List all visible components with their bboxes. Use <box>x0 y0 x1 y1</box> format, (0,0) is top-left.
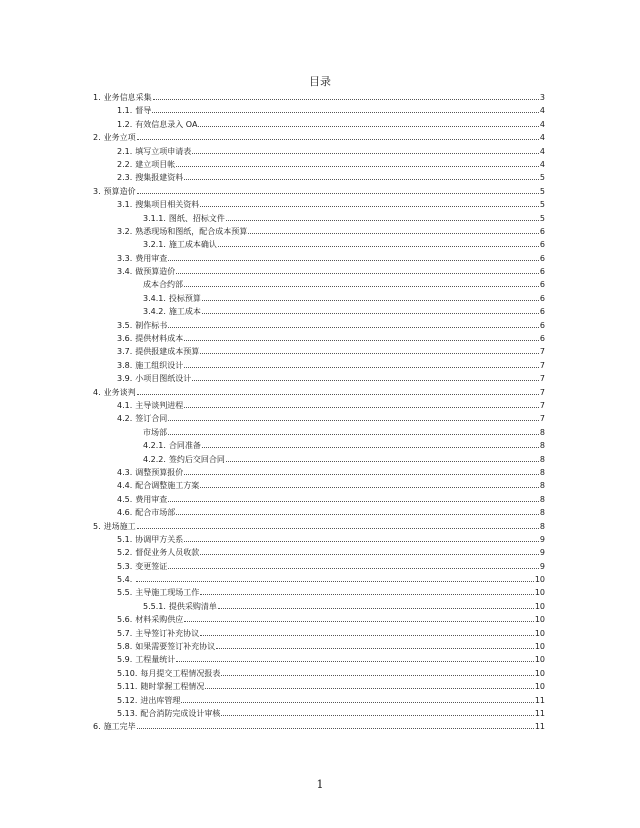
toc-entry-text: 如果需要签订补充协议 <box>135 642 216 652</box>
dot-leader <box>176 660 534 662</box>
toc-entry-text: 业务立项 <box>103 133 136 143</box>
toc-entry-number: 4.5. <box>117 494 133 504</box>
toc-entry-number: 5.7. <box>117 628 133 638</box>
toc-entry-number: 4.3. <box>117 467 133 477</box>
toc-entry[interactable] <box>93 131 545 144</box>
toc-entry-number: 5.5. <box>117 588 133 598</box>
toc-entry-number: 2.3. <box>117 173 133 183</box>
toc-entry-text: 协调甲方关系 <box>135 534 184 544</box>
toc-entry-text: 调整预算报价 <box>135 467 184 477</box>
dot-leader <box>221 714 533 716</box>
toc-entry[interactable] <box>93 91 545 104</box>
toc-entry-page: 8 <box>539 521 545 531</box>
dot-leader <box>184 406 539 408</box>
dot-leader <box>184 285 539 287</box>
toc-entry-number: 5.1. <box>117 534 133 544</box>
toc-entry-page: 5 <box>539 200 545 210</box>
dot-leader <box>137 727 534 729</box>
toc-entry[interactable] <box>93 426 545 439</box>
toc-entry[interactable] <box>93 546 545 559</box>
toc-entry-page: 6 <box>539 267 545 277</box>
toc-entry-number: 1. <box>93 93 101 102</box>
toc-entry[interactable] <box>93 198 545 211</box>
toc-entry[interactable] <box>93 439 545 452</box>
toc-entry-number: 5.11. <box>117 682 138 692</box>
toc-entry-number: 2. <box>93 133 101 143</box>
toc-entry-number: 3.4.2. <box>143 307 166 317</box>
toc-entry[interactable] <box>93 586 545 599</box>
toc-entry-number: 5.12. <box>117 695 138 705</box>
toc-entry-number: 5. <box>93 521 101 531</box>
toc-entry-page: 7 <box>539 414 545 424</box>
toc-entry-text: 施工组织设计 <box>135 360 184 370</box>
toc-entry-page: 5 <box>539 186 545 196</box>
toc-entry-page: 10 <box>534 682 545 692</box>
table-of-contents <box>93 91 545 734</box>
toc-entry-number: 3.4.1. <box>143 293 166 303</box>
dot-leader <box>218 245 539 247</box>
toc-entry-text: 做预算造价 <box>135 267 176 277</box>
toc-entry-number: 2.2. <box>117 159 133 169</box>
dot-leader <box>176 165 539 167</box>
toc-entry[interactable] <box>93 600 545 613</box>
toc-entry-text: 投标预算 <box>168 293 201 303</box>
dot-leader <box>168 500 539 502</box>
toc-entry[interactable] <box>93 145 545 158</box>
dot-leader <box>200 205 539 207</box>
toc-entry[interactable] <box>93 158 545 171</box>
toc-entry-page: 9 <box>539 534 545 544</box>
toc-entry-page: 4 <box>539 119 545 129</box>
toc-entry-page: 11 <box>534 708 545 718</box>
toc-entry[interactable] <box>93 627 545 640</box>
toc-entry[interactable] <box>93 332 545 345</box>
toc-entry-text: 施工成本确认 <box>168 240 217 250</box>
toc-entry-number: 3.8. <box>117 360 133 370</box>
toc-entry-page: 4 <box>539 159 545 169</box>
toc-entry[interactable] <box>93 359 545 372</box>
toc-entry[interactable] <box>93 533 545 546</box>
dot-leader <box>168 326 539 328</box>
toc-entry-text: 提供报建成本预算 <box>135 347 200 357</box>
toc-entry[interactable] <box>93 479 545 492</box>
toc-entry-text: 成本合约部 <box>143 280 183 290</box>
dot-leader <box>168 433 539 435</box>
toc-entry-page: 10 <box>534 601 545 611</box>
toc-entry[interactable] <box>93 680 545 693</box>
toc-entry-page: 6 <box>539 240 545 250</box>
toc-entry-text: 预算造价 <box>103 186 136 196</box>
toc-entry-number: 4.4. <box>117 481 133 491</box>
toc-entry-number: 3. <box>93 186 101 196</box>
toc-entry-text: 有效信息录入 OA <box>135 119 198 129</box>
toc-entry-page: 6 <box>539 280 545 290</box>
toc-entry-number: 5.2. <box>117 548 133 558</box>
toc-entry-number: 4.2.2. <box>143 454 166 464</box>
toc-entry-page: 6 <box>539 320 545 330</box>
dot-leader <box>184 366 539 368</box>
toc-entry-number: 3.2. <box>117 226 133 236</box>
toc-entry-page: 8 <box>539 441 545 451</box>
toc-entry-text: 建立项目帐 <box>135 159 176 169</box>
dot-leader <box>192 152 539 154</box>
toc-entry-number: 3.7. <box>117 347 133 357</box>
toc-entry-page: 8 <box>539 508 545 518</box>
toc-entry-page: 3 <box>539 93 545 102</box>
toc-title: 目录 <box>309 75 331 88</box>
toc-entry-text: 业务谈判 <box>103 387 136 397</box>
toc-entry[interactable] <box>93 185 545 198</box>
toc-entry-text: 搜集项目相关资料 <box>135 200 200 210</box>
toc-entry[interactable] <box>93 171 545 184</box>
toc-entry-text: 主导谈判进程 <box>135 400 184 410</box>
dot-leader <box>198 125 538 127</box>
toc-entry-page: 10 <box>534 642 545 652</box>
dot-leader <box>218 607 534 609</box>
toc-entry-page: 7 <box>539 360 545 370</box>
dot-leader <box>200 593 534 595</box>
dot-leader <box>153 98 539 100</box>
toc-entry[interactable] <box>93 399 545 412</box>
toc-entry-page: 6 <box>539 334 545 344</box>
toc-entry-number: 3.1. <box>117 200 133 210</box>
toc-entry-number: 5.8. <box>117 642 133 652</box>
toc-entry-page: 10 <box>534 615 545 625</box>
toc-entry[interactable] <box>93 278 545 291</box>
toc-entry-page: 6 <box>539 253 545 263</box>
toc-entry[interactable] <box>93 720 545 733</box>
toc-entry-number: 5.13. <box>117 708 138 718</box>
toc-entry-text: 工程量统计 <box>135 655 176 665</box>
toc-entry-text: 督导 <box>135 106 152 116</box>
dot-leader <box>216 647 534 649</box>
toc-entry-page: 6 <box>539 307 545 317</box>
toc-entry-text: 业务信息采集 <box>103 93 152 102</box>
toc-entry-page: 10 <box>534 628 545 638</box>
toc-entry-text: 搜集报建资料 <box>135 173 184 183</box>
toc-entry-number: 6. <box>93 722 101 732</box>
toc-entry-number: 3.1.1. <box>143 213 166 223</box>
toc-entry-number: 3.6. <box>117 334 133 344</box>
toc-entry-text: 配合消防完成设计审核 <box>140 708 221 718</box>
dot-leader <box>168 419 539 421</box>
dot-leader <box>184 339 539 341</box>
toc-entry-page: 7 <box>539 347 545 357</box>
toc-entry-page: 8 <box>539 481 545 491</box>
toc-entry-text: 合同准备 <box>168 441 201 451</box>
toc-entry-text: 费用审查 <box>135 494 168 504</box>
toc-entry-page: 4 <box>539 146 545 156</box>
toc-entry[interactable] <box>93 466 545 479</box>
toc-entry-text: 熟悉现场和图纸，配合成本预算 <box>135 226 248 236</box>
dot-leader <box>192 379 539 381</box>
dot-leader <box>200 634 534 636</box>
dot-leader <box>176 272 539 274</box>
dot-leader <box>205 687 533 689</box>
toc-entry[interactable] <box>93 252 545 265</box>
toc-entry[interactable] <box>93 305 545 318</box>
toc-entry[interactable] <box>93 667 545 680</box>
toc-entry-page: 7 <box>539 387 545 397</box>
dot-leader <box>248 232 539 234</box>
toc-entry-text: 图纸、招标文件 <box>168 213 225 223</box>
toc-entry-text: 每月提交工程情况报表 <box>140 668 221 678</box>
toc-entry[interactable] <box>93 238 545 251</box>
toc-entry-text: 随时掌握工程情况 <box>140 682 205 692</box>
toc-entry-page: 5 <box>539 173 545 183</box>
toc-entry-number: 5.10. <box>117 668 138 678</box>
toc-entry[interactable] <box>93 694 545 707</box>
dot-leader <box>181 701 533 703</box>
toc-entry-text: 施工成本 <box>168 307 201 317</box>
toc-entry[interactable] <box>93 520 545 533</box>
dot-leader <box>202 312 539 314</box>
toc-entry-text: 变更签证 <box>135 561 168 571</box>
toc-entry[interactable] <box>93 372 545 385</box>
dot-leader <box>136 580 534 582</box>
dot-leader <box>200 486 539 488</box>
toc-entry[interactable] <box>93 265 545 278</box>
toc-entry-number: 5.3. <box>117 561 133 571</box>
toc-entry-text: 市场部 <box>143 427 167 437</box>
toc-entry-page: 7 <box>539 400 545 410</box>
toc-entry[interactable] <box>93 118 545 131</box>
toc-entry-number: 4. <box>93 387 101 397</box>
toc-entry-page: 11 <box>534 722 545 732</box>
toc-entry-number: 3.4. <box>117 267 133 277</box>
toc-entry-number: 2.1. <box>117 146 133 156</box>
toc-entry-text: 材料采购供应 <box>135 615 184 625</box>
toc-entry-number: 1.1. <box>117 106 133 116</box>
toc-entry-number: 3.3. <box>117 253 133 263</box>
toc-entry-text: 督促业务人员收款 <box>135 548 200 558</box>
toc-entry-page: 9 <box>539 548 545 558</box>
toc-entry-number: 5.4. <box>117 575 133 585</box>
toc-entry-number: 4.1. <box>117 400 133 410</box>
toc-entry-page: 7 <box>539 374 545 384</box>
dot-leader <box>226 460 539 462</box>
dot-leader <box>200 553 539 555</box>
dot-leader <box>184 620 534 622</box>
toc-entry-text: 小项目图纸设计 <box>135 374 192 384</box>
toc-entry[interactable] <box>93 493 545 506</box>
toc-entry-page: 8 <box>539 427 545 437</box>
toc-entry-page: 6 <box>539 293 545 303</box>
toc-entry-text: 进出库管理 <box>140 695 181 705</box>
dot-leader <box>226 219 539 221</box>
toc-entry-number: 3.9. <box>117 374 133 384</box>
dot-leader <box>184 540 539 542</box>
toc-entry-number: 3.2.1. <box>143 240 166 250</box>
dot-leader <box>137 393 539 395</box>
dot-leader <box>200 352 539 354</box>
toc-entry[interactable] <box>93 640 545 653</box>
toc-entry[interactable] <box>93 292 545 305</box>
toc-entry-text: 进场施工 <box>103 521 136 531</box>
toc-entry-page: 8 <box>539 494 545 504</box>
dot-leader <box>137 527 539 529</box>
toc-entry-page: 11 <box>534 695 545 705</box>
toc-entry[interactable] <box>93 386 545 399</box>
toc-entry-page: 4 <box>539 133 545 143</box>
toc-entry-page: 10 <box>534 655 545 665</box>
toc-entry-number: 4.2.1. <box>143 441 166 451</box>
toc-entry[interactable] <box>93 653 545 666</box>
toc-entry-number: 3.5. <box>117 320 133 330</box>
toc-entry-page: 10 <box>534 575 545 585</box>
toc-entry-text: 配合市场部 <box>135 508 176 518</box>
toc-entry-number: 5.9. <box>117 655 133 665</box>
toc-entry-number: 4.6. <box>117 508 133 518</box>
toc-entry-text: 配合调整施工方案 <box>135 481 200 491</box>
toc-entry[interactable] <box>93 412 545 425</box>
toc-entry-text: 主导签订补充协议 <box>135 628 200 638</box>
toc-entry[interactable] <box>93 560 545 573</box>
toc-entry[interactable] <box>93 345 545 358</box>
toc-entry-text: 填写立项申请表 <box>135 146 192 156</box>
dot-leader <box>168 259 539 261</box>
toc-entry-number: 4.2. <box>117 414 133 424</box>
toc-entry[interactable] <box>93 506 545 519</box>
dot-leader <box>202 446 539 448</box>
toc-entry-page: 5 <box>539 213 545 223</box>
page-number: 1 <box>316 778 324 791</box>
toc-entry-page: 9 <box>539 561 545 571</box>
toc-entry-text: 提供采购清单 <box>168 601 217 611</box>
toc-entry[interactable] <box>93 707 545 720</box>
toc-entry-number: 1.2. <box>117 119 133 129</box>
toc-entry-page: 8 <box>539 454 545 464</box>
toc-entry-number: 5.6. <box>117 615 133 625</box>
toc-entry-page: 10 <box>534 668 545 678</box>
toc-entry-text: 签订合同 <box>135 414 168 424</box>
dot-leader <box>137 138 539 140</box>
dot-leader <box>176 513 539 515</box>
toc-entry[interactable] <box>93 104 545 117</box>
toc-entry[interactable] <box>93 212 545 225</box>
toc-entry-number: 5.5.1. <box>143 601 166 611</box>
toc-entry-text: 签约后交回合同 <box>168 454 225 464</box>
dot-leader <box>184 473 539 475</box>
toc-entry-page: 4 <box>539 106 545 116</box>
toc-entry[interactable] <box>93 225 545 238</box>
dot-leader <box>202 299 539 301</box>
dot-leader <box>168 567 539 569</box>
toc-entry-text: 主导施工现场工作 <box>135 588 200 598</box>
toc-entry-text: 提供材料成本 <box>135 334 184 344</box>
toc-entry-text: 施工完毕 <box>103 722 136 732</box>
toc-entry-text: 制作标书 <box>135 320 168 330</box>
toc-entry[interactable] <box>93 613 545 626</box>
toc-entry-page: 8 <box>539 467 545 477</box>
toc-entry[interactable] <box>93 573 545 586</box>
toc-entry[interactable] <box>93 453 545 466</box>
dot-leader <box>152 111 539 113</box>
toc-entry-text: 费用审查 <box>135 253 168 263</box>
dot-leader <box>221 674 533 676</box>
toc-entry-page: 6 <box>539 226 545 236</box>
toc-entry[interactable] <box>93 319 545 332</box>
dot-leader <box>137 192 539 194</box>
dot-leader <box>184 178 539 180</box>
toc-entry-page: 10 <box>534 588 545 598</box>
